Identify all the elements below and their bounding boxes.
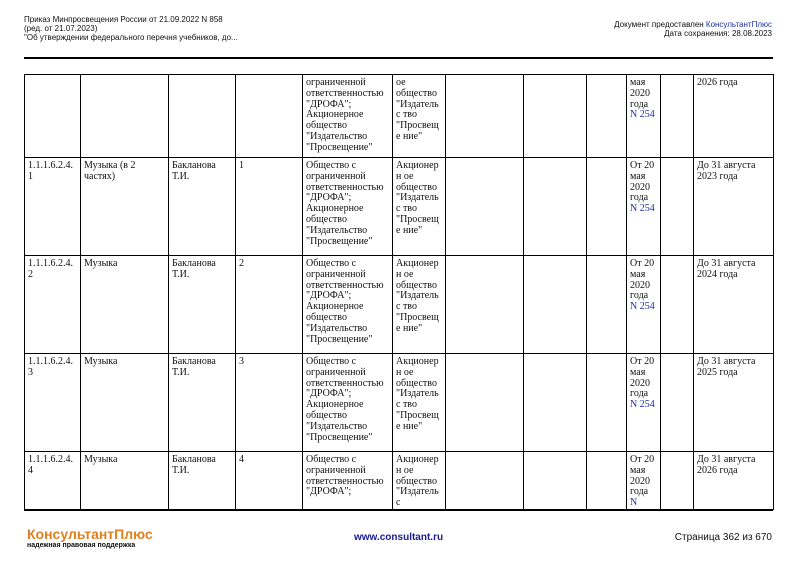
save-date: Дата сохранения: 28.08.2023 [664,29,772,38]
table-cell [81,452,169,510]
cell-text: 1.1.1.6.2.4.3 [28,356,73,378]
table-cell [627,158,661,256]
provider-info [614,20,772,38]
table-cell [25,256,81,354]
table-cell [587,75,627,158]
cell-text: ограниченной ответственностью "ДРОФА"; Акционерное общество "Издательство "Просвещение" [306,77,384,153]
table-cell [236,75,303,158]
cell-text: Общество с ограниченной ответственностью "ДРОФА"; Акционерное общество "Издательство "Просвещение" [306,160,384,247]
table-cell [393,158,446,256]
table-cell [236,256,303,354]
table-cell [303,452,393,510]
header-line: "Об утверждении федерального перечня учебников, до... [24,33,238,42]
page-number: Страница 362 из 670 [674,532,772,543]
cell-text: От 20 мая 2020 года [630,454,655,498]
table-cell [25,452,81,510]
cell-text: мая 2020 года [630,77,650,110]
table-cell [25,354,81,452]
table-cell [81,256,169,354]
table-cell [25,158,81,256]
table-cell [587,354,627,452]
table-cell [661,354,694,452]
table-cell [524,256,587,354]
table-cell [81,158,169,256]
table-cell [169,354,236,452]
cell-text: Акционерн ое общество "Издательс тво "Просвеще ние" [396,160,439,236]
table-cell [446,354,524,452]
cell-text: Бакланова Т.И. [172,356,216,378]
document-link[interactable]: N [630,497,638,509]
cell-text: Бакланова Т.И. [172,258,216,280]
cell-text: От 20 мая 2020 года [630,160,655,204]
table-cell [524,452,587,510]
table-cell [627,354,661,452]
cell-text: 4 [239,454,244,465]
table-cell [236,158,303,256]
table-cell [661,75,694,158]
table-row [25,75,774,158]
cell-text: Акционерн ое общество "Издательс [396,454,439,509]
table-cell [524,158,587,256]
table-cell [446,75,524,158]
table-row [25,452,774,510]
table-cell [393,256,446,354]
table-cell [627,75,661,158]
cell-text: Общество с ограниченной ответственностью "ДРОФА"; Акционерное общество "Издательство "Просвещение" [306,258,384,345]
cell-text: 1.1.1.6.2.4.1 [28,160,73,182]
textbook-table [24,74,774,510]
table-cell [694,452,774,510]
table-cell [393,75,446,158]
table-cell [694,75,774,158]
table-cell [169,452,236,510]
cell-text: 1.1.1.6.2.4.2 [28,258,73,280]
table-cell [303,256,393,354]
table-cell [446,256,524,354]
table-cell [393,452,446,510]
table-cell [169,75,236,158]
table-cell [169,158,236,256]
table-cell [236,452,303,510]
cell-text: Бакланова Т.И. [172,454,216,476]
cell-text: До 31 августа 2026 года [697,454,756,476]
table-cell [587,158,627,256]
table-row [25,354,774,452]
document-title [24,15,238,42]
provided-label: Документ предоставлен [614,20,706,29]
table-cell [661,452,694,510]
table-cell [236,354,303,452]
document-link[interactable]: N 254 [630,109,655,121]
table-cell [303,354,393,452]
cell-text: Общество с ограниченной ответственностью "ДРОФА"; [306,454,384,498]
cell-text: Акционерн ое общество "Издательс тво "Просвеще ние" [396,356,439,432]
cell-text: Музыка [84,454,118,465]
footer-divider [24,509,773,511]
cell-text: Акционерн ое общество "Издательс тво "Просвеще ние" [396,258,439,334]
cell-text: Общество с ограниченной ответственностью "ДРОФА"; Акционерное общество "Издательство "Просвещение" [306,356,384,443]
cell-text: ое общество "Издательс тво "Просвеще ние" [396,77,439,142]
document-link[interactable]: N 254 [630,301,655,313]
table-cell [169,256,236,354]
table-cell [661,158,694,256]
table-row [25,256,774,354]
table-cell [25,75,81,158]
cell-text: Музыка (в 2 частях) [84,160,136,182]
table-cell [694,354,774,452]
table-cell [524,75,587,158]
header-divider [24,57,773,59]
cell-text: От 20 мая 2020 года [630,258,655,302]
provider-brand: КонсультантПлюс [705,20,772,29]
cell-text: До 31 августа 2023 года [697,160,756,182]
cell-text: Музыка [84,258,118,269]
header-line: Приказ Минпросвещения России от 21.09.2022 N 858 [24,15,223,24]
table-cell [587,452,627,510]
table-cell [446,158,524,256]
table-cell [627,452,661,510]
footer-tagline: надежная правовая поддержка [27,542,136,549]
table-cell [81,75,169,158]
table-cell [393,354,446,452]
document-link[interactable]: N 254 [630,203,655,215]
cell-text: 1 [239,160,244,171]
table-cell [446,452,524,510]
table-cell [661,256,694,354]
table-cell [627,256,661,354]
cell-text: Музыка [84,356,118,367]
cell-text: До 31 августа 2025 года [697,356,756,378]
table-cell [303,158,393,256]
document-link[interactable]: N 254 [630,399,655,411]
header-line: (ред. от 21.07.2023) [24,24,98,33]
table-cell [81,354,169,452]
cell-text: 2 [239,258,244,269]
cell-text: От 20 мая 2020 года [630,356,655,400]
table-cell [524,354,587,452]
footer-logo: КонсультантПлюс [27,526,153,542]
table-cell [694,256,774,354]
table-cell [587,256,627,354]
cell-text: До 31 августа 2024 года [697,258,756,280]
table-cell [303,75,393,158]
website-link[interactable]: www.consultant.ru [354,532,444,543]
table-row [25,158,774,256]
cell-text: 3 [239,356,244,367]
cell-text: Бакланова Т.И. [172,160,216,182]
table-cell [694,158,774,256]
cell-text: 2026 года [697,77,738,88]
cell-text: 1.1.1.6.2.4.4 [28,454,73,476]
